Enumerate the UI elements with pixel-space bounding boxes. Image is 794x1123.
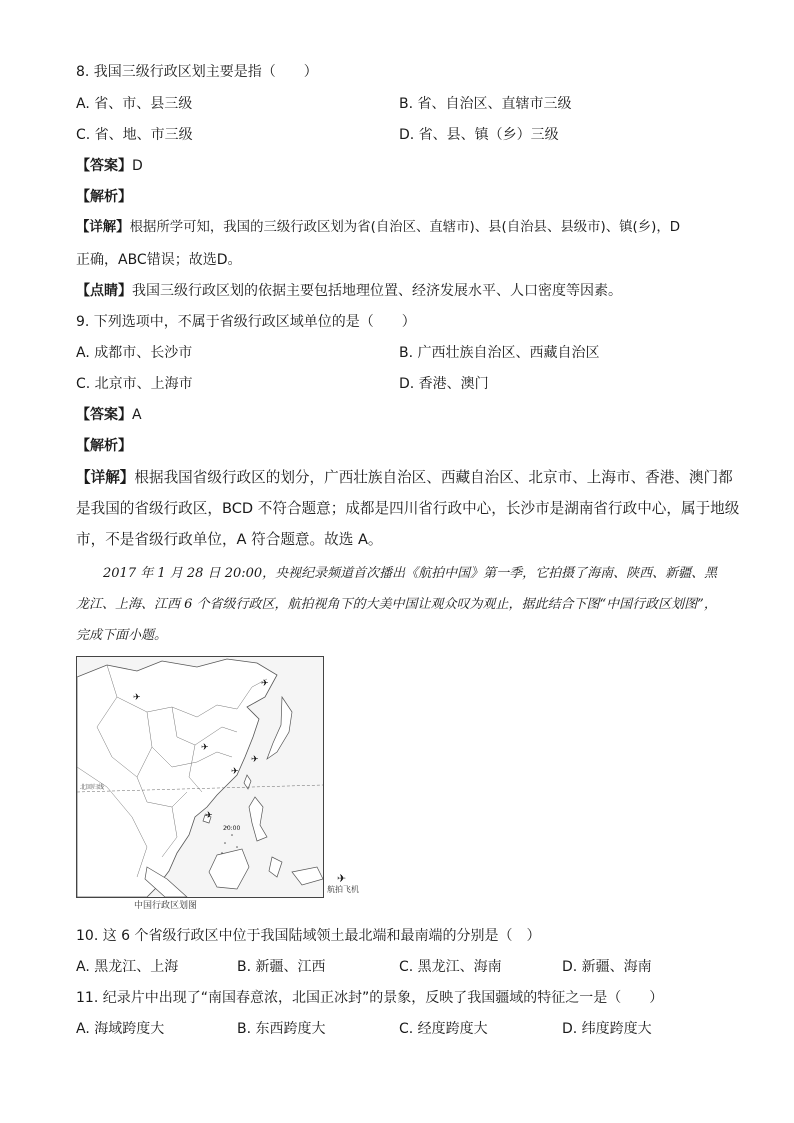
q9-detail-line3: 市，不是省级行政单位，A 符合题意。故选 A。 [76, 531, 383, 548]
q8-analysis-tag: 【解析】 [76, 189, 132, 205]
q9-option-b: B. 广西壮族自治区、西藏自治区 [399, 345, 600, 361]
detail-text: 根据所学可知，我国的三级行政区划为省(自治区、直辖市)、县(自治县、县级市)、镇(乡)，D [129, 220, 681, 235]
q8-detail-line1 [76, 218, 680, 238]
answer-tag: 【答案】 [76, 407, 132, 423]
q11-option-d: D. 纬度跨度大 [562, 1021, 652, 1037]
q10-option-c: C. 黑龙江、海南 [399, 959, 502, 975]
map-drawing [77, 657, 323, 897]
note-tag: 【点睛】 [76, 283, 132, 299]
note-text: 我国三级行政区划的依据主要包括地理位置、经济发展水平、人口密度等因素。 [132, 283, 622, 299]
detail-tag: 【详解】 [76, 469, 135, 486]
plane-icon: ✈ [205, 811, 213, 821]
answer-value: D [132, 158, 143, 174]
plane-icon: ✈ [261, 679, 269, 689]
q11-option-a: A. 海域跨度大 [76, 1021, 165, 1037]
time-label: 20:00 [223, 825, 241, 832]
plane-icon: ✈ [251, 755, 259, 765]
q9-analysis-tag: 【解析】 [76, 438, 132, 454]
q9-answer [76, 405, 142, 425]
plane-icon: ✈ [337, 872, 347, 885]
q11-option-c: C. 经度跨度大 [399, 1021, 488, 1037]
q9-option-d: D. 香港、澳门 [399, 376, 489, 392]
q10-stem: 10. 这 6 个省级行政区中位于我国陆域领土最北端和最南端的分别是（ ） [76, 928, 541, 944]
detail-tag: 【详解】 [76, 220, 130, 235]
passage-text: 2017 年 1 月 28 日 20:00，央视纪录频道首次播出《航拍中国》第一季，它拍摄了海南、陕西、新疆、黑龙江、上海、江西 6 个省级行政区，航拍视角下的大美中国让观众叹为观止，据此结合下图“中国行政区划图”，完成下面小题。 [76, 566, 718, 643]
q9-stem: 9. 下列选项中，不属于省级行政区域单位的是（ ） [76, 314, 416, 330]
plane-icon: ✈ [133, 693, 141, 703]
q8-option-a: A. 省、市、县三级 [76, 96, 193, 112]
q11-option-b: B. 东西跨度大 [237, 1021, 326, 1037]
q10-option-d: D. 新疆、海南 [562, 959, 652, 975]
q9-option-c: C. 北京市、上海市 [76, 376, 193, 392]
q9-option-a: A. 成都市、长沙市 [76, 345, 193, 361]
china-admin-map [76, 656, 324, 898]
q8-option-d: D. 省、县、镇（乡）三级 [399, 127, 559, 143]
q8-stem: 8. 我国三级行政区划主要是指（ ） [76, 64, 318, 80]
q8-detail-line2: 正确，ABC错误；故选D。 [76, 252, 242, 268]
q8-option-b: B. 省、自治区、直辖市三级 [399, 96, 572, 112]
q9-detail-line2: 是我国的省级行政区，BCD 不符合题意；成都是四川省行政中心，长沙市是湖南省行政中心，属于地级 [76, 500, 740, 517]
plane-icon: ✈ [231, 767, 239, 777]
map-caption: 中国行政区划图 [134, 901, 198, 911]
q8-option-c: C. 省、地、市三级 [76, 127, 193, 143]
answer-tag: 【答案】 [76, 158, 132, 174]
q10-option-a: A. 黑龙江、上海 [76, 959, 179, 975]
map-legend-label: 航拍飞机 [327, 885, 359, 894]
detail-text: 根据我国省级行政区的划分，广西壮族自治区、西藏自治区、北京市、上海市、香港、澳门都 [134, 469, 733, 486]
tropic-label: 北回归线 [80, 784, 105, 791]
q11-stem: 11. 纪录片中出现了“南国春意浓，北国正冰封”的景象，反映了我国疆域的特征之一是（ ） [76, 990, 664, 1006]
q9-detail-line1 [76, 468, 733, 488]
q8-note [76, 281, 622, 301]
q10-option-b: B. 新疆、江西 [237, 959, 326, 975]
answer-value: A [132, 407, 142, 423]
q8-answer [76, 156, 143, 176]
plane-icon: ✈ [201, 743, 209, 753]
